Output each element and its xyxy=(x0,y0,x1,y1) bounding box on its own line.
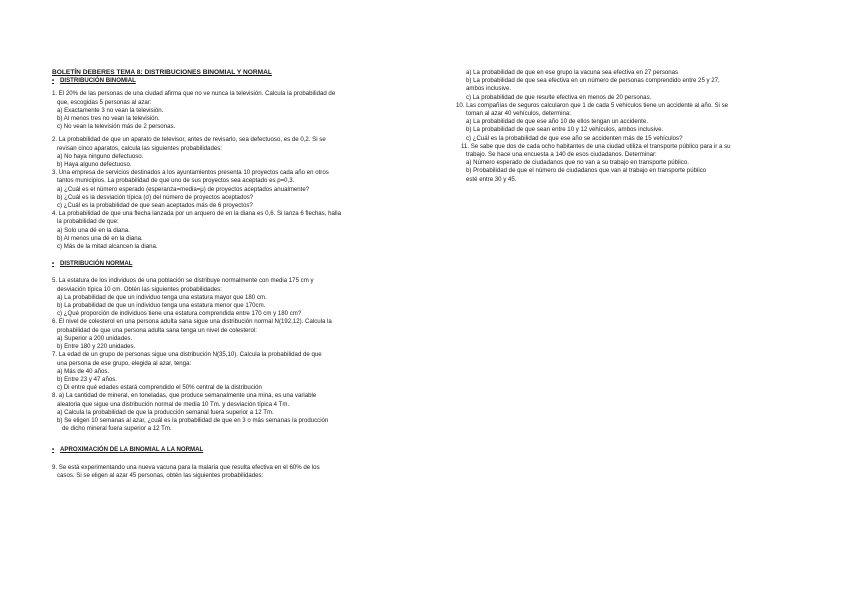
exercise-line: a) Superior a 200 unidades. xyxy=(57,334,133,342)
page-title: BOLETÍN DEBERES TEMA 8: DISTRIBUCIONES BINOMIAL Y NORMAL xyxy=(52,69,272,76)
exercise-line: c) No vean la televisión más de 2 personas. xyxy=(57,123,176,131)
exercise-line: casos. Si se eligen al azar 45 personas, obtén las siguientes probabilidades: xyxy=(57,471,264,479)
exercise-line: b) Entre 180 y 220 unidades. xyxy=(57,343,136,351)
exercise-line: 4. La probabilidad de que una flecha lanzada por un arquero de en la diana es 0,6. Si lanza 6 flechas, halla xyxy=(52,210,341,218)
exercise-9-continued xyxy=(456,69,796,102)
exercise-line: b) La probabilidad de que sean entre 10 y 12 vehículos, ambos inclusive. xyxy=(466,126,664,134)
exercise-line: tantos municipios. La probabilidad de que uno de sus proyectos sea aceptado es p=0,3. xyxy=(57,177,295,185)
exercise-line: c) Di entre qué edades estará comprendido el 50% central de la distribución xyxy=(57,384,262,392)
right-column xyxy=(456,69,796,184)
exercise-1 xyxy=(52,90,396,131)
exercise-5 xyxy=(52,277,396,318)
exercise-line: c) ¿Qué proporción de individuos tiene una estatura comprendida entre 170 cm y 180 cm? xyxy=(57,310,302,318)
exercise-2 xyxy=(52,136,396,169)
exercise-line: trabajo. Se hace una encuesta a 140 de esos ciudadanos. Determinar: xyxy=(466,151,657,159)
section-label: APROXIMACIÓN DE LA BINOMIAL A LA NORMAL xyxy=(60,446,204,454)
exercise-line: b) Entre 23 y 47 años. xyxy=(57,375,117,383)
exercise-line: 1. El 20% de las personas de una ciudad afirma que no ve nunca la televisión. Calcula la probabilidad de xyxy=(52,90,336,98)
left-column xyxy=(52,69,396,480)
exercise-line: la probabilidad de que: xyxy=(57,218,119,226)
section-heading-binomial xyxy=(52,77,396,85)
exercise-line: 10. Las compañías de seguros calcularon que 1 de cada 5 vehículos tiene un accidente al año. Si se xyxy=(456,101,729,109)
exercise-9 xyxy=(52,464,396,480)
exercise-line: 9. Se está experimentando una nueva vacuna para la malaria que resulta efectiva en el 60% de los xyxy=(52,463,320,471)
exercise-line: revisan cinco aparatos, calcula las siguientes probabilidades: xyxy=(57,144,222,152)
exercise-line: b) La probabilidad de que un individuo tenga una estatura menor que 170cm. xyxy=(57,302,266,310)
exercise-line: a) La probabilidad de que ese año 10 de ellos tengan un accidente. xyxy=(466,118,648,126)
exercise-line: a) No haya ninguno defectuoso. xyxy=(57,152,144,160)
exercise-line: probabilidad de que una persona adulta sana tenga un nivel de colesterol: xyxy=(57,326,257,334)
exercise-8 xyxy=(52,392,396,433)
exercise-line: c) ¿Cuál es la probabilidad de que ese año se accidenten más de 15 vehículos? xyxy=(466,134,683,142)
exercise-line: una persona de ese grupo, elegida al azar, tenga: xyxy=(57,359,192,367)
exercise-line: b) ¿Cuál es la desviación típica (σ) del número de proyectos aceptados? xyxy=(57,193,254,201)
exercise-line: a) La probabilidad de que en ese grupo la vacuna sea efectiva en 27 personas xyxy=(466,69,679,76)
bullet-icon: • xyxy=(52,261,55,268)
exercise-6 xyxy=(52,318,396,351)
exercise-line: de dicho mineral fuera superior a 12 Tm. xyxy=(62,425,172,433)
exercise-line: esté entre 30 y 45. xyxy=(466,175,517,183)
bullet-icon: • xyxy=(52,447,55,454)
exercise-line: a) Calcula la probabilidad de que la producción semanal fuera superior a 12 Tm. xyxy=(57,408,274,416)
exercise-line: a) Número esperado de ciudadanos que no van a su trabajo en transporte público. xyxy=(466,159,689,167)
exercise-line: 3. Una empresa de servicios destinados a los ayuntamientos presenta 10 proyectos cada año en otros xyxy=(52,169,329,177)
section-label: DISTRIBUCIÓN BINOMIAL xyxy=(60,77,136,85)
exercise-line: 11. Se sabe que dos de cada ocho habitantes de una ciudad utiliza el transporte público para ir a su xyxy=(461,142,731,150)
exercise-line: 2. La probabilidad de que un aparato de televisor, antes de revisarlo, sea defectuoso, es de 0,2. Si se xyxy=(52,136,326,144)
exercise-line: b) La probabilidad de que sea efectiva en un número de personas comprendido entre 25 y 27, xyxy=(466,77,720,85)
exercise-line: b) Haya alguno defectuoso. xyxy=(57,161,132,169)
exercise-4 xyxy=(52,210,396,251)
exercise-line: b) Al menos una dé en la diana. xyxy=(57,234,143,242)
exercise-line: 6. El nivel de colesterol en una persona adulta sana sigue una distribución normal N(192,12). Calcula la xyxy=(52,318,332,326)
exercise-line: a) La probabilidad de que un individuo tenga una estatura mayor que 180 cm. xyxy=(57,293,267,301)
exercise-line: 5. La estatura de los individuos de una población se distribuye normalmente con media 175 cm y xyxy=(52,277,314,285)
exercise-line: desviación típica 10 cm. Obtén las siguientes probabilidades: xyxy=(57,285,222,293)
exercise-line: c) Más de la mitad alcancen la diana. xyxy=(57,243,158,251)
exercise-line: a) Solo una dé en la diana. xyxy=(57,226,130,234)
exercise-line: toman al azar 40 vehículos, determina: xyxy=(466,110,572,118)
exercise-11 xyxy=(456,143,796,184)
exercise-line: aleatoria que sigue una distribución normal de media 10 Tm. y desviación típica 4 Tm. xyxy=(57,400,290,408)
section-heading-approximation xyxy=(52,446,396,454)
exercise-line: 8. a) La cantidad de mineral, en toneladas, que produce semanalmente una mina, es una variable xyxy=(52,392,317,400)
exercise-line: a) Más de 40 años. xyxy=(57,367,110,375)
exercise-line: c) La probabilidad de que resulte efectiva en menos de 20 personas. xyxy=(466,93,652,101)
exercise-10 xyxy=(456,102,796,143)
bullet-icon: • xyxy=(52,78,55,85)
exercise-line: b) Al menos tres no vean la televisión. xyxy=(57,115,160,123)
exercise-line: a) Exactamente 3 no vean la televisión. xyxy=(57,106,164,114)
exercise-line: a) ¿Cuál es el número esperado (esperanza=media=μ) de proyectos aceptados anualmente? xyxy=(57,185,310,193)
exercise-line: que, escogidas 5 personas al azar: xyxy=(57,98,152,106)
exercise-line: c) ¿Cuál es la probabilidad de que sean aceptados más de 6 proyectos? xyxy=(57,202,253,210)
exercise-line: ambos inclusive. xyxy=(466,85,512,93)
exercise-line: b) Probabilidad de que el número de ciudadanos que van al trabajo en transporte público xyxy=(466,167,707,175)
section-heading-normal xyxy=(52,260,396,268)
exercise-line: b) Se eligen 10 semanas al azar, ¿cuál es la probabilidad de que en 3 o más semanas la producción xyxy=(57,416,329,424)
exercise-3 xyxy=(52,169,396,210)
exercise-7 xyxy=(52,351,396,392)
section-label: DISTRIBUCIÓN NORMAL xyxy=(60,260,133,268)
exercise-line: 7. La edad de un grupo de personas sigue una distribución N(35,10). Calcula la probabilidad de que xyxy=(52,351,322,359)
